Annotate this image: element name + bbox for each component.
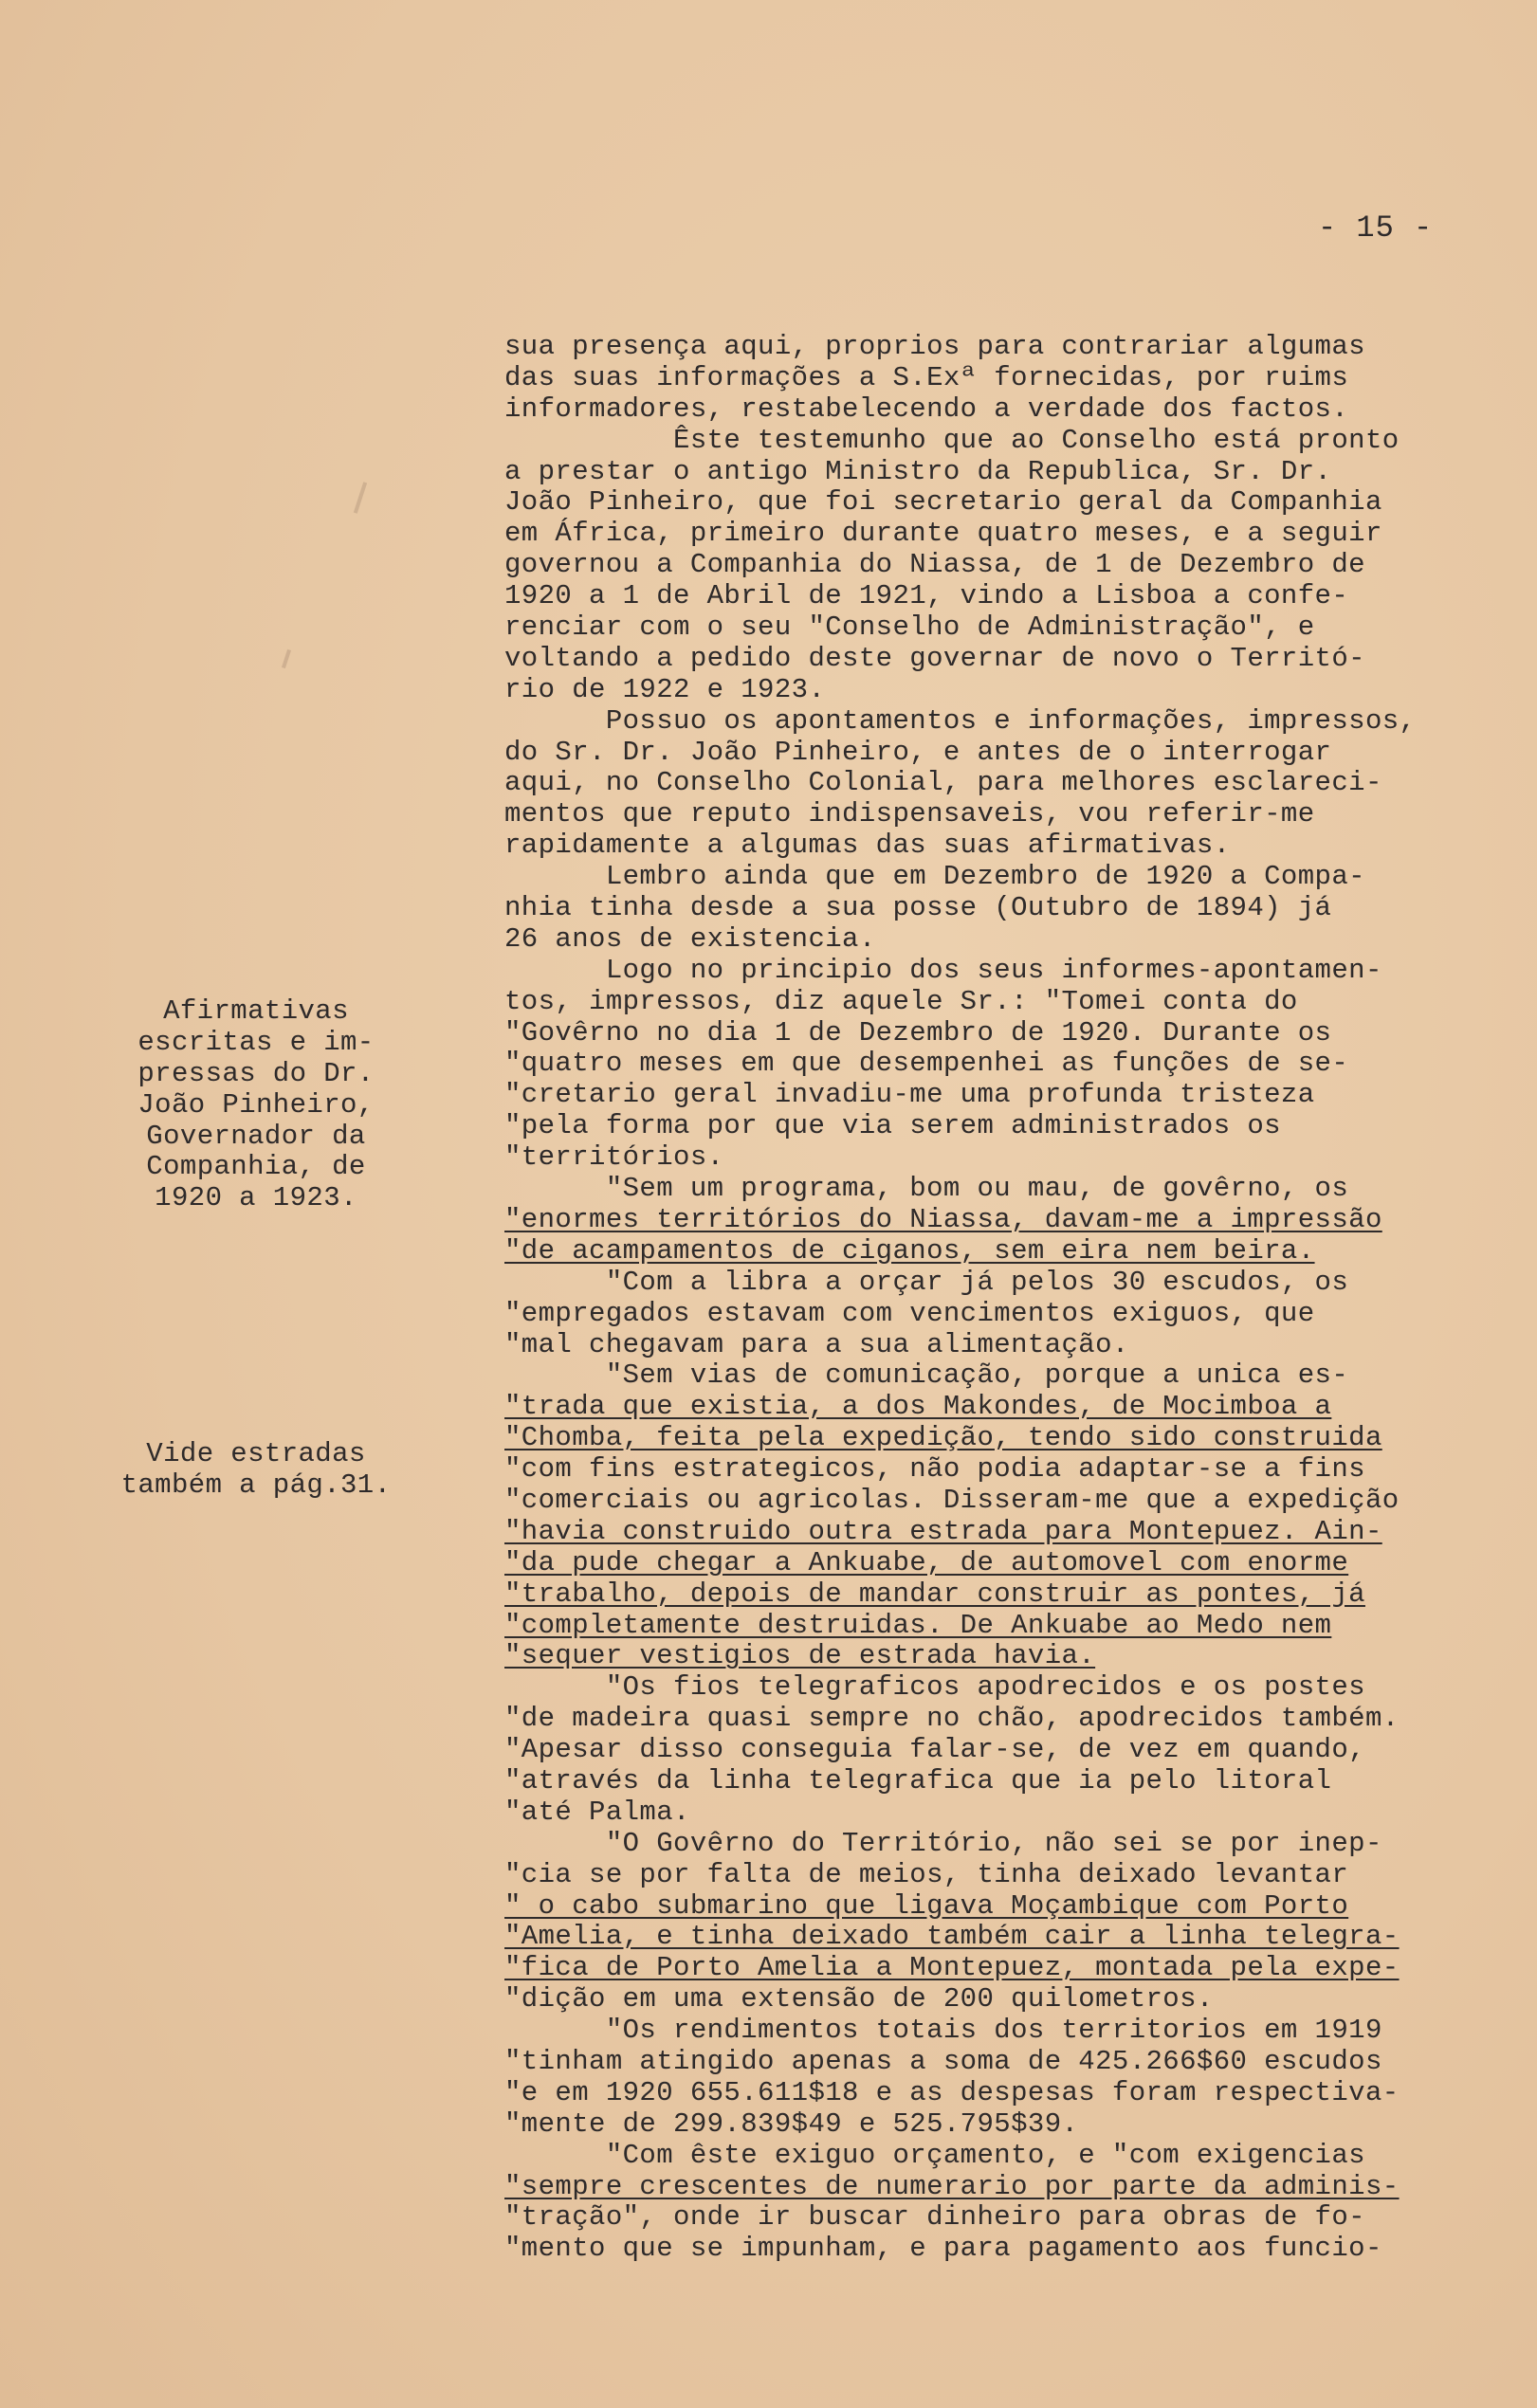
text-line: "Amelia, e tinha deixado também cair a linha telegra-	[504, 1921, 1400, 1953]
text-line: Logo no principio dos seus informes-apontamen-	[504, 954, 1382, 986]
text-line: " o cabo submarino que ligava Moçambique com Porto	[504, 1889, 1349, 1922]
margin-note-roads	[95, 1439, 417, 1502]
text-line: "Govêrno no dia 1 de Dezembro de 1920. Durante os	[504, 1016, 1332, 1049]
margin-note-line: Companhia, de	[146, 1151, 366, 1183]
text-line: "cretario geral invadiu-me uma profunda tristeza	[504, 1079, 1315, 1111]
text-line: aqui, no Conselho Colonial, para melhores esclareci-	[504, 767, 1382, 799]
text-line: "mal chegavam para a sua alimentação.	[504, 1328, 1129, 1360]
margin-note-line: Governador da	[146, 1120, 366, 1152]
text-line: rapidamente a algumas das suas afirmativas.	[504, 830, 1231, 862]
text-line: "enormes territórios do Niassa, davam-me a impressão	[504, 1203, 1382, 1235]
text-line: renciar com o seu "Conselho de Administração", e	[504, 611, 1315, 644]
text-line: "cia se por falta de meios, tinha deixado levantar	[504, 1858, 1349, 1890]
text-line: "sempre crescentes de numerario por parte da adminis-	[504, 2170, 1400, 2202]
text-line: "Os fios telegraficos apodrecidos e os postes	[504, 1671, 1365, 1704]
text-line: do Sr. Dr. João Pinheiro, e antes de o interrogar	[504, 736, 1332, 768]
text-line: "da pude chegar a Ankuabe, de automovel com enorme	[504, 1546, 1349, 1578]
text-line: Lembro ainda que em Dezembro de 1920 a Compa-	[504, 861, 1365, 893]
text-line: "de acampamentos de ciganos, sem eira nem beira.	[504, 1234, 1315, 1267]
text-line: em África, primeiro durante quatro meses, e a seguir	[504, 518, 1382, 550]
text-line: "Chomba, feita pela expedição, tendo sido construida	[504, 1422, 1382, 1454]
text-line: "e em 1920 655.611$18 e as despesas foram respectiva-	[504, 2076, 1400, 2108]
text-line: 1920 a 1 de Abril de 1921, vindo a Lisboa a confe-	[504, 580, 1349, 612]
text-line: "através da linha telegrafica que ia pelo litoral	[504, 1764, 1332, 1797]
text-line: "trada que existia, a dos Makondes, de Mocimboa a	[504, 1391, 1332, 1423]
text-line: "tinham atingido apenas a soma de 425.266$60 escudos	[504, 2045, 1382, 2077]
text-line: "até Palma.	[504, 1796, 690, 1828]
text-line: "tração", onde ir buscar dinheiro para obras de fo-	[504, 2201, 1365, 2234]
text-line: "quatro meses em que desempenhei as funções de se-	[504, 1048, 1349, 1080]
text-line: "Sem um programa, bom ou mau, de govêrno, os	[504, 1173, 1349, 1205]
text-line: "territórios.	[504, 1141, 724, 1174]
text-line: "Com êste exiguo orçamento, e "com exigencias	[504, 2139, 1365, 2171]
page-number: - 15 -	[1318, 210, 1434, 246]
margin-note-line: pressas do Dr.	[137, 1057, 375, 1089]
text-line: "Os rendimentos totais dos territorios em 1919	[504, 2015, 1382, 2047]
body-text	[504, 332, 1519, 2265]
text-line: tos, impressos, diz aquele Sr.: "Tomei conta do	[504, 985, 1298, 1017]
paper-mark	[354, 482, 367, 514]
text-line: "empregados estavam com vencimentos exiguos, que	[504, 1297, 1315, 1329]
text-line: das suas informações a S.Exª fornecidas, por ruims	[504, 361, 1349, 393]
text-line: "sequer vestigios de estrada havia.	[504, 1640, 1096, 1672]
text-line: voltando a pedido deste governar de novo o Territó-	[504, 642, 1365, 674]
text-line: "havia construido outra estrada para Montepuez. Ain-	[504, 1515, 1382, 1547]
text-line: "dição em uma extensão de 200 quilometros.	[504, 1983, 1214, 2016]
text-line: governou a Companhia do Niassa, de 1 de Dezembro de	[504, 549, 1365, 581]
text-line: mentos que reputo indispensaveis, vou referir-me	[504, 798, 1315, 830]
text-line: "trabalho, depois de mandar construir as pontes, já	[504, 1578, 1365, 1610]
text-line: "O Govêrno do Território, não sei se por inep-	[504, 1827, 1382, 1859]
text-line: "Sem vias de comunicação, porque a unica es-	[504, 1359, 1349, 1392]
text-line: "pela forma por que via serem administrados os	[504, 1110, 1281, 1142]
margin-note-line: 1920 a 1923.	[155, 1182, 357, 1214]
text-line: "mente de 299.839$49 e 525.795$39.	[504, 2107, 1079, 2140]
text-line: informadores, restabelecendo a verdade dos factos.	[504, 392, 1349, 425]
margin-note-line: Vide estradas	[146, 1438, 366, 1469]
text-line: a prestar o antigo Ministro da Republica, Sr. Dr.	[504, 455, 1332, 487]
text-line: João Pinheiro, que foi secretario geral da Companhia	[504, 486, 1382, 519]
text-line: "Apesar disso conseguia falar-se, de vez em quando,	[504, 1734, 1365, 1766]
margin-note-line: Afirmativas	[163, 995, 349, 1027]
text-line: "completamente destruidas. De Ankuabe ao Medo nem	[504, 1609, 1332, 1641]
text-line: sua presença aqui, proprios para contrariar algumas	[504, 331, 1365, 362]
text-line: Êste testemunho que ao Conselho está pronto	[504, 424, 1400, 456]
text-line: Possuo os apontamentos e informações, impressos,	[504, 704, 1417, 737]
text-line: 26 anos de existencia.	[504, 922, 876, 955]
text-line: "fica de Porto Amelia a Montepuez, montada pela expe-	[504, 1952, 1400, 1984]
margin-note-line: João Pinheiro,	[137, 1088, 375, 1121]
margin-note-line: também a pág.31.	[120, 1469, 392, 1501]
text-line: "comerciais ou agricolas. Disseram-me que a expedição	[504, 1484, 1400, 1516]
text-line: "mento que se impunham, e para pagamento aos funcio-	[504, 2233, 1382, 2265]
text-line: rio de 1922 e 1923.	[504, 673, 826, 705]
text-line: nhia tinha desde a sua posse (Outubro de 1894) já	[504, 892, 1332, 924]
margin-note-line: escritas e im-	[137, 1026, 375, 1058]
paper-mark	[282, 649, 291, 668]
text-line: "Com a libra a orçar já pelos 30 escudos, os	[504, 1266, 1349, 1298]
margin-note-author	[95, 996, 417, 1214]
text-line: "de madeira quasi sempre no chão, apodrecidos também.	[504, 1703, 1400, 1735]
text-line: "com fins estrategicos, não podia adaptar-se a fins	[504, 1453, 1365, 1486]
